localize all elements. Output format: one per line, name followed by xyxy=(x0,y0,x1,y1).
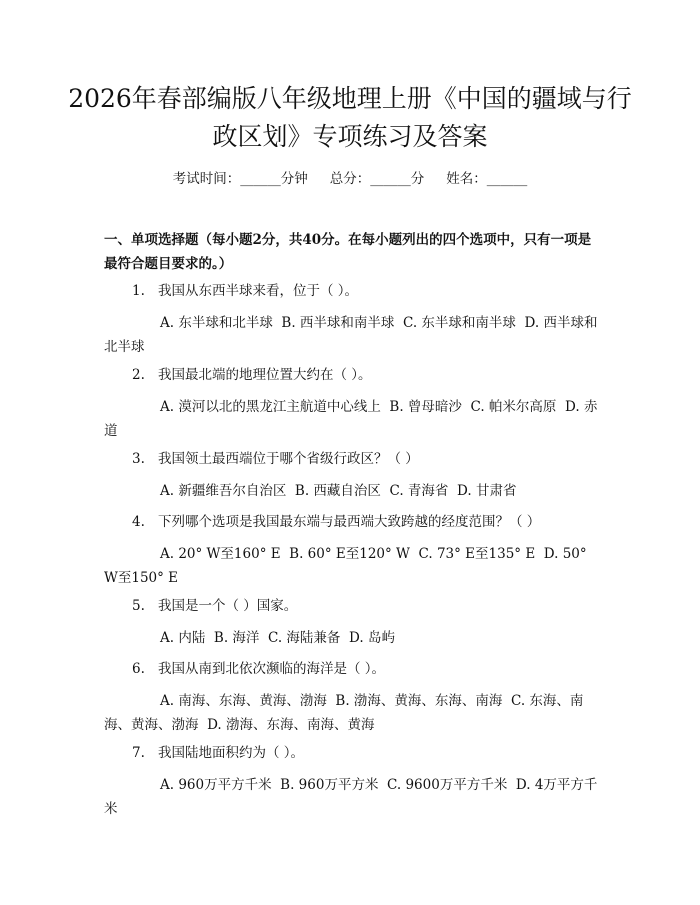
question-text: 我国是一个（ ）国家。 xyxy=(158,598,298,614)
options-text: A. 960万平方千米 B. 960万平方米 C. 9600万平方千米 D. 4万平方千米 xyxy=(104,777,598,817)
total-score-field: 总分：______分 xyxy=(329,171,425,187)
question-stem xyxy=(132,742,304,764)
question-options xyxy=(104,311,602,359)
question-number: 6. xyxy=(132,661,145,677)
question-text: 我国从南到北依次濒临的海洋是（ ）。 xyxy=(158,661,386,677)
exam-time-field: 考试时间：______分钟 xyxy=(172,171,308,187)
options-text: A. 东半球和北半球 B. 西半球和南半球 C. 东半球和南半球 D. 西半球和北半球 xyxy=(104,315,598,355)
section-heading: 一、单项选择题（每小题2分，共40分。在每小题列出的四个选项中，只有一项是最符合题目要求的。） xyxy=(104,232,592,272)
question-text: 下列哪个选项是我国最东端与最西端大致跨越的经度范围？（ ） xyxy=(158,514,541,530)
question-number: 1. xyxy=(132,283,145,299)
question-number: 7. xyxy=(132,745,145,761)
question-text: 我国最北端的地理位置大约在（ ）。 xyxy=(158,367,372,383)
options-text: A. 新疆维吾尔自治区 B. 西藏自治区 C. 青海省 D. 甘肃省 xyxy=(160,483,517,499)
question-options xyxy=(104,689,602,737)
question-options xyxy=(104,395,602,443)
question-number: 5. xyxy=(132,598,145,614)
options-text: A. 漠河以北的黑龙江主航道中心线上 B. 曾母暗沙 C. 帕米尔高原 D. 赤道 xyxy=(104,399,598,439)
question-options xyxy=(104,626,602,650)
question-stem xyxy=(132,595,297,617)
name-field: 姓名：______ xyxy=(446,171,528,187)
question-stem xyxy=(132,511,540,533)
exam-info-line xyxy=(0,167,700,187)
question-number: 4. xyxy=(132,514,145,530)
question-options xyxy=(104,542,602,590)
question-text: 我国陆地面积约为（ ）。 xyxy=(158,745,305,761)
page-title: 2026年春部编版八年级地理上册《中国的疆域与行政区划》专项练习及答案 xyxy=(68,84,632,151)
question-stem xyxy=(132,280,358,302)
question-stem xyxy=(132,364,372,386)
options-text: A. 南海、东海、黄海、渤海 B. 渤海、黄海、东海、南海 C. 东海、南海、黄海、渤海 D. 渤海、东海、南海、黄海 xyxy=(104,693,584,733)
question-stem xyxy=(132,448,419,470)
question-options xyxy=(104,479,602,503)
question-stem xyxy=(132,658,385,680)
options-text: A. 内陆 B. 海洋 C. 海陆兼备 D. 岛屿 xyxy=(160,630,395,646)
question-number: 2. xyxy=(132,367,145,383)
question-options xyxy=(104,773,602,821)
question-text: 我国领土最西端位于哪个省级行政区？（ ） xyxy=(158,451,419,467)
options-text: A. 20° W至160° E B. 60° E至120° W C. 73° E至135° E D. 50° W至150° E xyxy=(104,546,591,586)
question-number: 3. xyxy=(132,451,145,467)
question-text: 我国从东西半球来看，位于（ ）。 xyxy=(158,283,359,299)
